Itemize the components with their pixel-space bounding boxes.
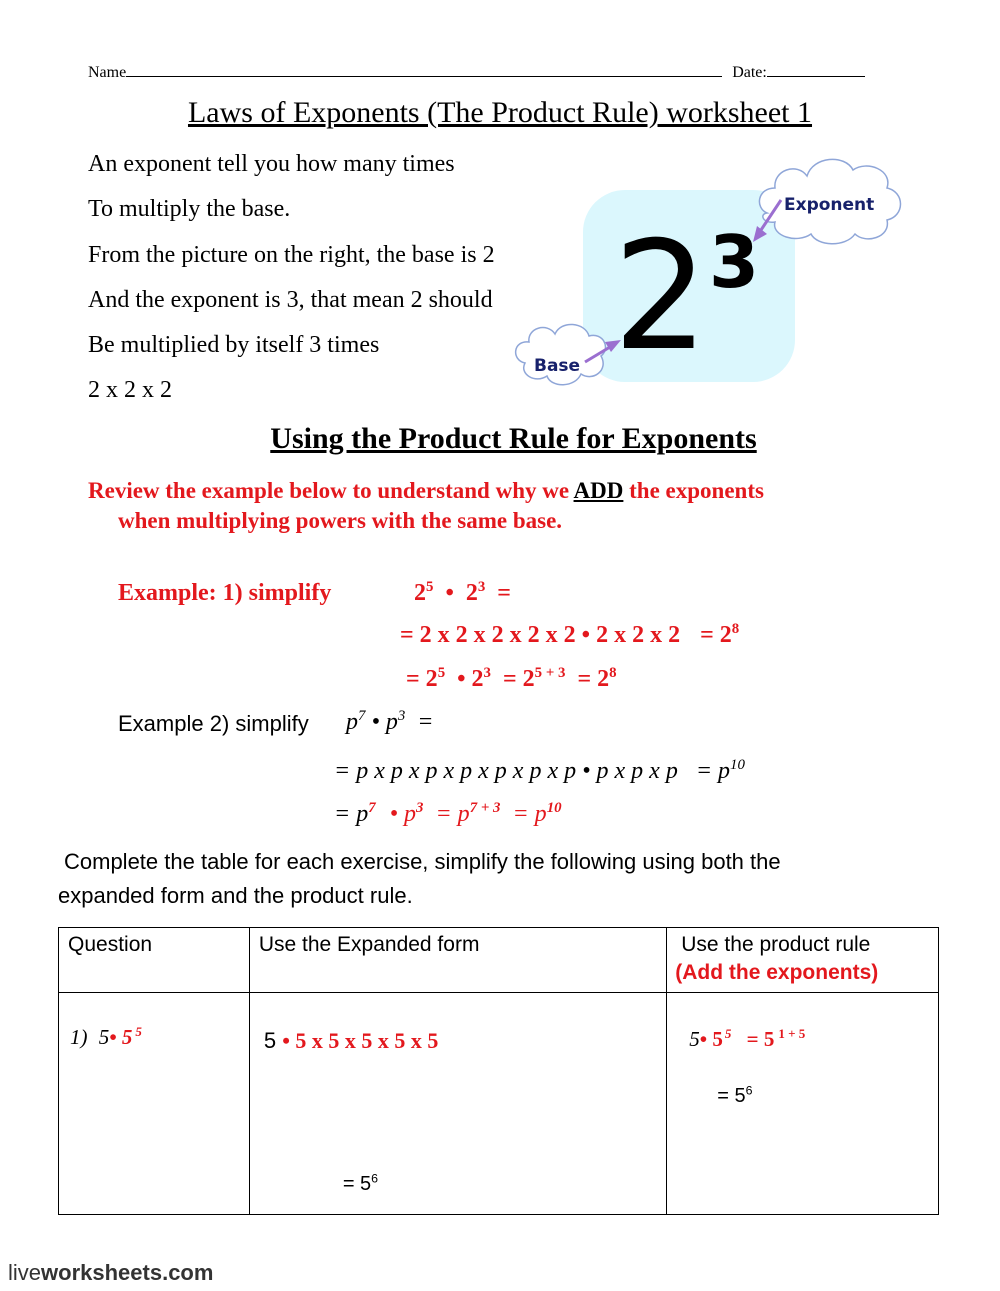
example2-expression bbox=[346, 709, 433, 736]
name-blank[interactable] bbox=[126, 60, 722, 77]
ex2-exp: 3 bbox=[397, 708, 406, 724]
ex1-base: 2 bbox=[465, 580, 478, 606]
liveworksheets-logo bbox=[8, 1260, 213, 1286]
expanded-result-exp: 6 bbox=[371, 1171, 379, 1186]
exercise-table bbox=[58, 927, 939, 1215]
question-1 bbox=[70, 1025, 142, 1050]
expanded-rest: • 5 x 5 x 5 x 5 x 5 bbox=[282, 1028, 439, 1053]
review-text: the exponents bbox=[629, 478, 764, 503]
ex2-expanded-result: = p bbox=[695, 758, 731, 784]
table-header-row bbox=[59, 928, 939, 993]
header-question-text: Question bbox=[68, 933, 153, 956]
ex2-expanded-text: = p x p x p x p x p x p x p • p x p x p bbox=[334, 758, 678, 784]
ex2-base: p bbox=[385, 709, 398, 735]
ex1-exp: 5 bbox=[426, 579, 434, 595]
example1-rule bbox=[406, 666, 617, 693]
review-add: ADD bbox=[573, 478, 624, 503]
date-label: Date: bbox=[732, 64, 767, 81]
ex1-rule-part: = 2 bbox=[577, 666, 610, 692]
header-question bbox=[59, 928, 250, 993]
product-base: • 5 bbox=[699, 1027, 723, 1051]
header-expanded-text: Use the Expanded form bbox=[258, 933, 480, 956]
instructions-line-2: expanded form and the product rule. bbox=[58, 883, 413, 908]
product-cell[interactable] bbox=[667, 993, 939, 1215]
ex2-rule-exp: 10 bbox=[546, 800, 562, 816]
question-number: 1) bbox=[70, 1025, 88, 1049]
exponent-label: Exponent bbox=[784, 195, 875, 215]
ex2-expanded-exp: 10 bbox=[730, 757, 745, 773]
product-result bbox=[717, 1085, 752, 1108]
ex1-expanded-result: = 2 bbox=[700, 622, 732, 648]
instructions-line-1: Complete the table for each exercise, simplify the following using both the bbox=[64, 849, 781, 874]
question-base: 5 bbox=[98, 1025, 110, 1049]
exponent-digit: 3 bbox=[709, 220, 760, 304]
intro-line: 2 x 2 x 2 bbox=[88, 377, 172, 403]
expanded-first: 5 bbox=[263, 1028, 277, 1053]
name-label: Name bbox=[88, 64, 127, 81]
ex1-expanded-text: = 2 x 2 x 2 x 2 x 2 • 2 x 2 x 2 bbox=[400, 622, 681, 648]
page-title: Laws of Exponents (The Product Rule) worksheet 1 bbox=[187, 96, 813, 129]
ex1-base: 2 bbox=[414, 580, 426, 606]
ex2-base: p bbox=[346, 709, 358, 735]
example1-expanded bbox=[400, 622, 739, 649]
ex1-rule-exp: 5 + 3 bbox=[534, 665, 566, 681]
ex1-rule-part: = 2 bbox=[406, 666, 438, 692]
brand-tld: .com bbox=[162, 1260, 214, 1285]
ex2-rule-part: = p bbox=[512, 801, 547, 827]
section-title: Using the Product Rule for Exponents bbox=[270, 422, 757, 455]
brand-bold: worksheets bbox=[41, 1260, 163, 1285]
ex1-equals: = bbox=[497, 580, 511, 606]
header-product bbox=[667, 928, 939, 993]
example2-expanded bbox=[334, 758, 745, 785]
example1-expression bbox=[414, 580, 511, 607]
ex1-dot: • bbox=[445, 580, 454, 606]
base-label: Base bbox=[534, 356, 581, 376]
intro-line: An exponent tell you how many times bbox=[88, 151, 455, 177]
ex1-expanded-exp: 8 bbox=[731, 621, 740, 637]
expanded-answer bbox=[264, 1028, 439, 1054]
product-answer bbox=[689, 1027, 805, 1052]
ex2-rule-exp: 7 bbox=[368, 800, 376, 816]
review-line-1 bbox=[88, 478, 764, 504]
ex1-rule-part: = 2 bbox=[502, 666, 535, 692]
ex2-rule-exp: 7 + 3 bbox=[469, 800, 501, 816]
table-row bbox=[59, 993, 939, 1215]
intro-line: And the exponent is 3, that mean 2 should bbox=[88, 287, 493, 313]
ex2-rule-exp: 3 bbox=[416, 800, 424, 816]
header-product-text: Use the product rule bbox=[681, 933, 871, 956]
ex1-rule-exp: 8 bbox=[609, 665, 617, 681]
example2-rule bbox=[334, 801, 562, 828]
ex1-rule-exp: 5 bbox=[437, 665, 446, 681]
header-product-note: (Add the exponents) bbox=[675, 961, 879, 984]
base-digit: 2 bbox=[613, 210, 709, 384]
ex2-dot: • bbox=[371, 709, 380, 735]
brand-light: live bbox=[8, 1260, 42, 1285]
ex2-rule-part: = p bbox=[435, 801, 470, 827]
name-date-line bbox=[88, 60, 865, 82]
question-exp: 5 bbox=[135, 1024, 142, 1039]
intro-line: To multiply the base. bbox=[88, 196, 291, 222]
example2-label: Example 2) simplify bbox=[118, 711, 309, 736]
date-blank[interactable] bbox=[767, 60, 865, 77]
expanded-result bbox=[343, 1173, 378, 1196]
ex2-equals: = bbox=[417, 709, 434, 735]
intro-line: From the picture on the right, the base is 2 bbox=[88, 242, 495, 268]
intro-line: Be multiplied by itself 3 times bbox=[88, 332, 380, 358]
ex2-rule-part: • p bbox=[389, 801, 417, 827]
question-base: • 5 bbox=[109, 1025, 133, 1049]
example1-label: Example: 1) simplify bbox=[118, 580, 332, 606]
header-expanded bbox=[249, 928, 666, 993]
ex1-rule-exp: 3 bbox=[483, 665, 491, 681]
review-line-2: when multiplying powers with the same base. bbox=[118, 508, 563, 533]
ex1-rule-part: • 2 bbox=[457, 666, 484, 692]
product-result-base: = 5 bbox=[717, 1085, 746, 1107]
product-result-exp: 6 bbox=[745, 1083, 753, 1098]
expanded-result-base: = 5 bbox=[342, 1173, 372, 1195]
product-exp: 5 bbox=[724, 1026, 732, 1041]
ex2-rule-part: = p bbox=[334, 801, 369, 827]
product-base: 5 bbox=[689, 1027, 700, 1051]
product-eq: = 5 bbox=[746, 1027, 775, 1051]
product-exp-sum: 1 + 5 bbox=[778, 1026, 806, 1041]
ex1-exp: 3 bbox=[477, 579, 486, 595]
question-cell bbox=[59, 993, 250, 1215]
review-text: Review the example below to understand why we bbox=[88, 478, 570, 503]
expanded-cell[interactable] bbox=[249, 993, 666, 1215]
ex2-exp: 7 bbox=[358, 708, 366, 724]
